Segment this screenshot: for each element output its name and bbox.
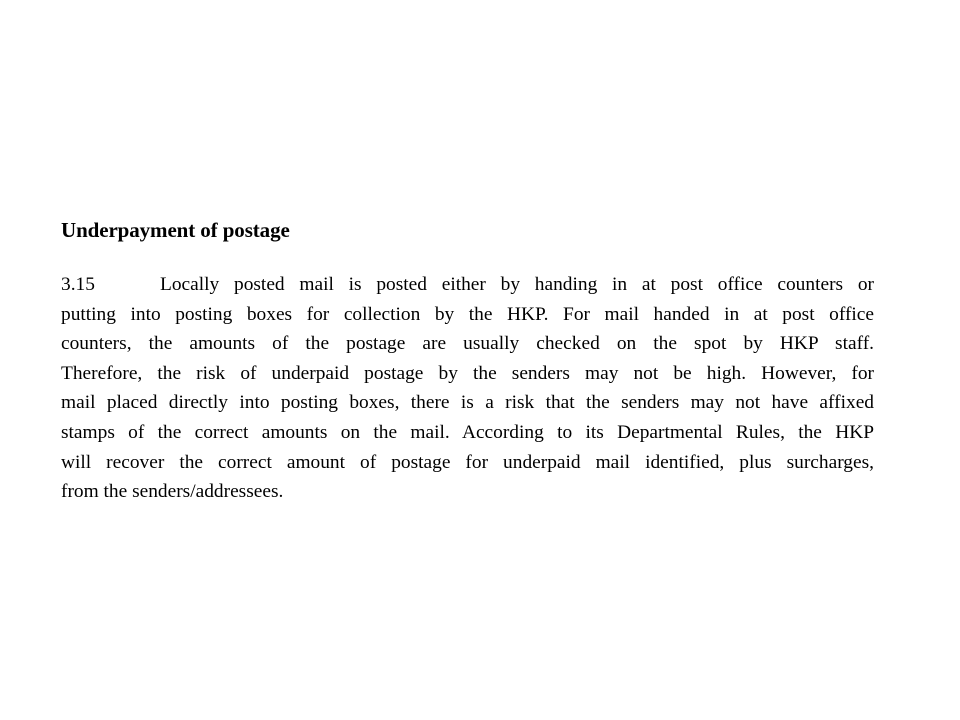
paragraph-line-6: stamps of the correct amounts on the mail. According to its Departmental Rules, the HKP [61,421,874,443]
paragraph-line-1 [61,270,874,300]
paragraph-line-4: Therefore, the risk of underpaid postage by the senders may not be high. However, for [61,362,874,384]
paragraph-line-1-text: Locally posted mail is posted either by handing in at post office counters or [160,274,874,295]
paragraph-line-2: putting into posting boxes for collection by the HKP. For mail handed in at post office [61,303,874,325]
paragraph-3-15 [61,270,874,507]
section-heading: Underpayment of postage [61,218,290,242]
section-content [61,214,874,507]
paragraph-line-5: mail placed directly into posting boxes, there is a risk that the senders may not have affixed [61,392,874,414]
paragraph-line-3: counters, the amounts of the postage are usually checked on the spot by HKP staff. [61,333,874,355]
paragraph-line-7: will recover the correct amount of postage for underpaid mail identified, plus surcharges, [61,451,874,473]
paragraph-number: 3.15 [61,274,95,295]
paragraph-line-8: from the senders/addressees. [61,481,284,503]
